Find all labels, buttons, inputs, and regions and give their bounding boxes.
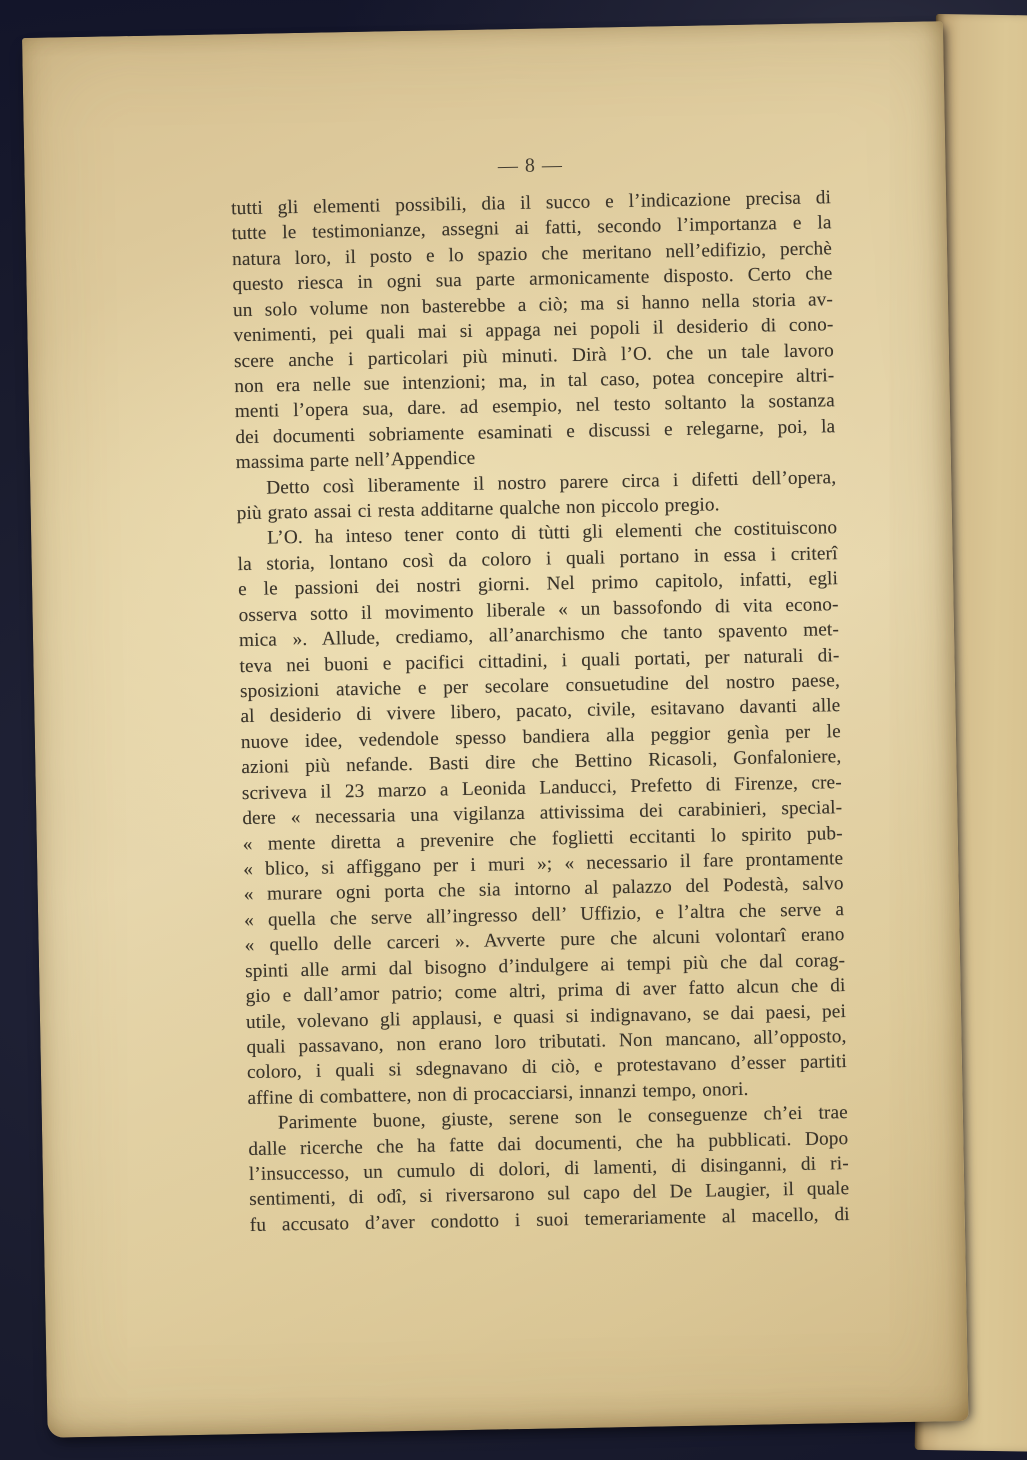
text-line: coloro, i quali si sdegnavano di ciò, e protestavano d’esser partiti	[246, 1051, 848, 1084]
page-number: — 8 —	[497, 154, 564, 178]
text-line: Detto così liberamente il nostro parere circa i difetti dell’opera,	[266, 466, 837, 499]
text-line: scriveva il 23 marzo a Leonida Landucci, Prefetto di Firenze, cre-	[241, 771, 842, 804]
text-line: venimenti, pei quali mai si appaga nei popoli il desiderio di cono-	[233, 314, 834, 347]
text-line: sposizioni ataviche e per secolare consuetudine del nostro paese,	[239, 670, 841, 703]
text-line: menti l’opera sua, dare. ad esempio, nel testo soltanto la sostanza	[234, 390, 835, 423]
text-line: utile, volevano gli applausi, e quasi si indignavano, se dai paesi, pei	[245, 1000, 847, 1033]
text-line: Parimente buone, giuste, serene son le conseguenze ch’ei trae	[277, 1102, 849, 1134]
book-page	[22, 21, 969, 1438]
text-line: « mente diretta a prevenire che foglietti eccitanti lo spirito pub-	[242, 822, 843, 855]
text-line: tutte le testimonianze, assegni ai fatti, secondo l’importanza e la	[231, 212, 832, 245]
text-line: azioni più nefande. Basti dire che Bettino Ricasoli, Gonfaloniere,	[241, 746, 842, 779]
text-line: più grato assai ci resta additarne qualche non piccolo pregio.	[236, 494, 720, 525]
text-line: « quello delle carceri ». Avverte pure che alcuni volontarî erano	[244, 924, 845, 957]
text-line: spinti alle armi dal bisogno d’indulgere ai tempi più che dal corag-	[244, 949, 846, 982]
text-line: dere « necessaria una vigilanza attivissima dei carabinieri, special-	[242, 797, 843, 830]
text-line: questo riesca in ogni sua parte armonicamente disposto. Certo che	[232, 263, 833, 296]
text-line: dei documenti sobriamente esaminati e discussi e relegarne, poi, la	[235, 415, 836, 448]
text-line: e le passioni dei nostri giorni. Nel primo capitolo, infatti, egli	[237, 568, 839, 601]
text-line: L’O. ha inteso tener conto di tùtti gli elementi che costituiscono	[267, 517, 838, 550]
page-body-text	[231, 185, 850, 1238]
text-line: « murare ogni porta che sia intorno al palazzo del Podestà, salvo	[243, 873, 844, 906]
text-line: massima parte nell’Appendice	[235, 447, 476, 474]
text-line: la storia, lontano così da coloro i quali portano in essa i criterî	[237, 543, 838, 576]
text-line: un solo volume non basterebbe a ciò; ma si hanno nella storia av-	[232, 288, 834, 321]
text-line: sentimenti, di odî, si riversarono sul capo del De Laugier, il quale	[249, 1178, 850, 1211]
text-line: nuove idee, vedendole spesso bandiera alla peggior genìa per le	[240, 720, 842, 753]
text-line: l’insuccesso, un cumulo di dolori, di lamenti, di disinganni, di ri-	[248, 1153, 849, 1186]
text-line: quali passavano, non erano loro tributati. Non mancano, all’opposto,	[246, 1025, 847, 1058]
text-line: « blico, si affiggano per i muri »; « necessario il fare prontamente	[243, 848, 844, 881]
text-line: natura loro, il posto e lo spazio che meritano nell’edifizio, perchè	[231, 238, 833, 271]
text-line: non era nelle sue intenzioni; ma, in tal caso, potea concepire altri-	[234, 365, 835, 398]
text-line: al desiderio di vivere libero, pacato, civile, esitavano davanti alle	[240, 695, 841, 728]
text-line: mica ». Allude, crediamo, all’anarchismo che tanto spavento met-	[238, 619, 840, 652]
text-line: tutti gli elementi possibili, dia il succo e l’indicazione precisa di	[230, 187, 832, 220]
text-line: teva nei buoni e pacifici cittadini, i quali portati, per naturali di-	[239, 644, 840, 677]
text-line: osserva sotto il movimento liberale « un bassofondo di vita econo-	[238, 593, 839, 626]
text-line: dalle ricerche che ha fatte dai documenti, che ha pubblicati. Dopo	[248, 1127, 849, 1160]
text-line: gio e dall’amor patrio; come altri, prima di aver fatto alcun che di	[245, 975, 846, 1008]
text-line: « quella che serve all’ingresso dell’ Uffizio, e l’altra che serve a	[244, 898, 845, 931]
text-line: scere anche i particolari più minuti. Dirà l’O. che un tale lavoro	[233, 339, 835, 372]
text-line: affine di combattere, non di procacciarsi, innanzi tempo, onori.	[247, 1078, 749, 1109]
text-line: fu accusato d’aver condotto i suoi temerariamente al macello, di	[249, 1203, 850, 1236]
